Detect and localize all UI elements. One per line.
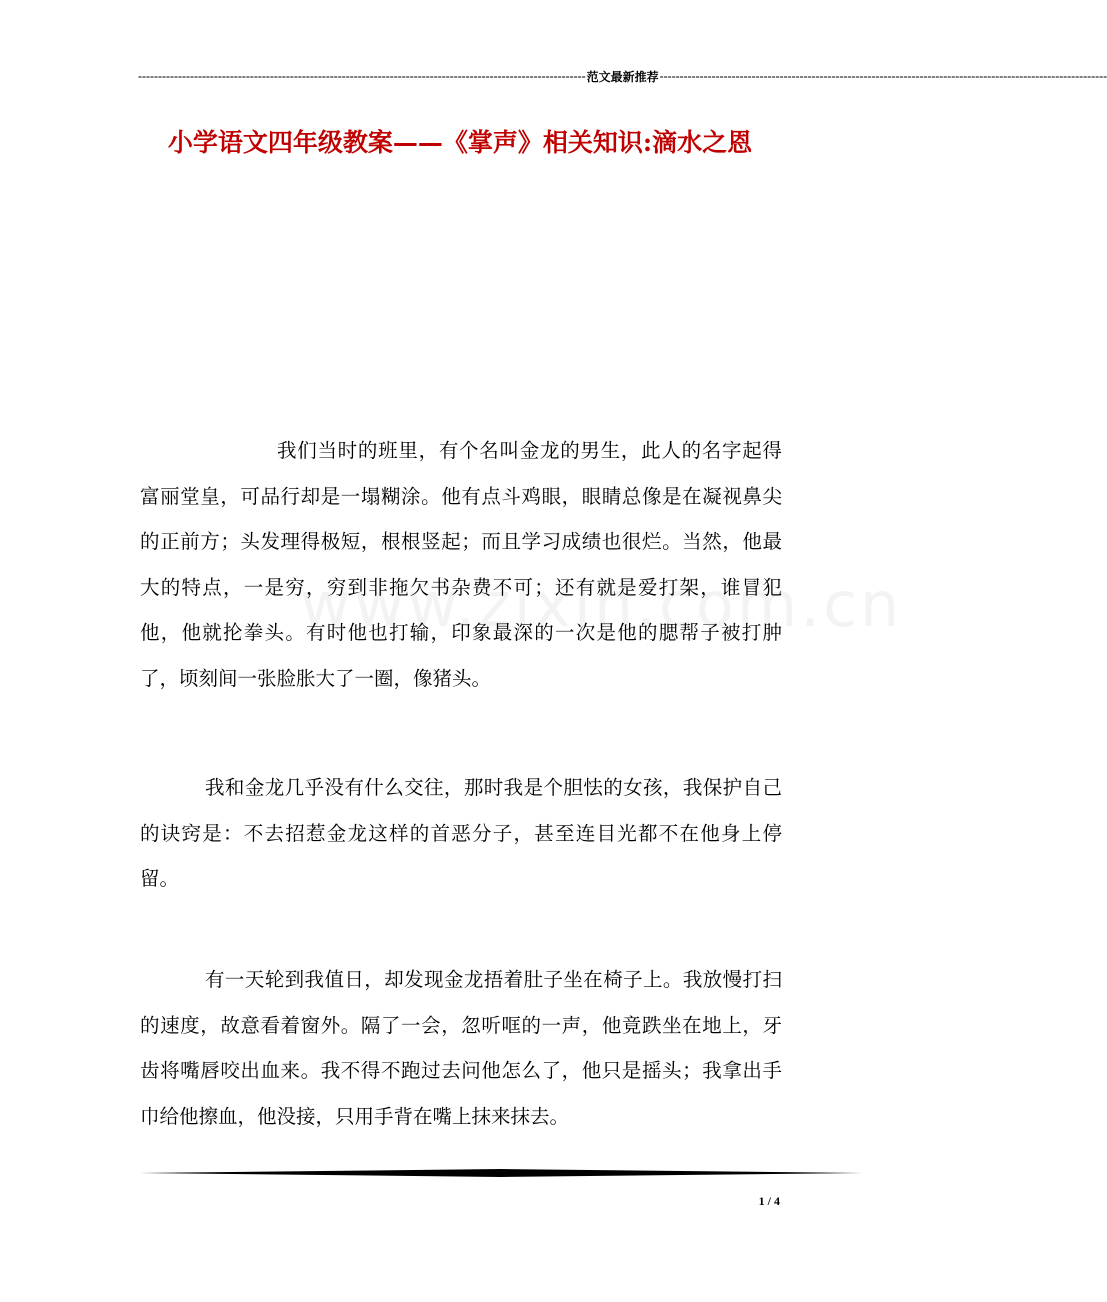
header-right-dashes: ----------------------------------------------------------------------------------------------------------------: [659, 69, 1107, 83]
header-label: 范文最新推荐: [586, 70, 659, 84]
header-left-dashes: ----------------------------------------------------------------------------------------------------------------: [138, 69, 586, 83]
footer-divider: [140, 1168, 862, 1178]
body-paragraph-1: 我们当时的班里，有个名叫金龙的男生，此人的名字起得富丽堂皇，可品行却是一塌糊涂。他有点斗鸡眼，眼睛总像是在凝视鼻尖的正前方；头发理得极短，根根竖起；而且学习成绩也很烂。当然，他最大的特点，一是穷，穷到非拖欠书杂费不可；还有就是爱打架，谁冒犯他，他就抡拳头。有时他也打输，印象最深的一次是他的腮帮子被打肿了，顷刻间一张脸胀大了一圈，像猪头。: [140, 439, 782, 690]
body-paragraph-3: 有一天轮到我值日，却发现金龙捂着肚子坐在椅子上。我放慢打扫的速度，故意看着窗外。隔了一会，忽听哐的一声，他竟跌坐在地上，牙齿将嘴唇咬出血来。我不得不跑过去问他怎么了，他只是摇头；我拿出手巾给他擦血，他没接，只用手背在嘴上抹来抹去。: [140, 968, 782, 1128]
document-title: 小学语文四年级教案——《掌声》相关知识:滴水之恩: [167, 128, 753, 157]
page-number: 1 / 4: [758, 1194, 780, 1208]
page-header: [138, 68, 1107, 85]
body-paragraph-2: 我和金龙几乎没有什么交往，那时我是个胆怯的女孩，我保护自己的诀窍是：不去招惹金龙这样的首恶分子，甚至连目光都不在他身上停留。: [140, 776, 782, 890]
